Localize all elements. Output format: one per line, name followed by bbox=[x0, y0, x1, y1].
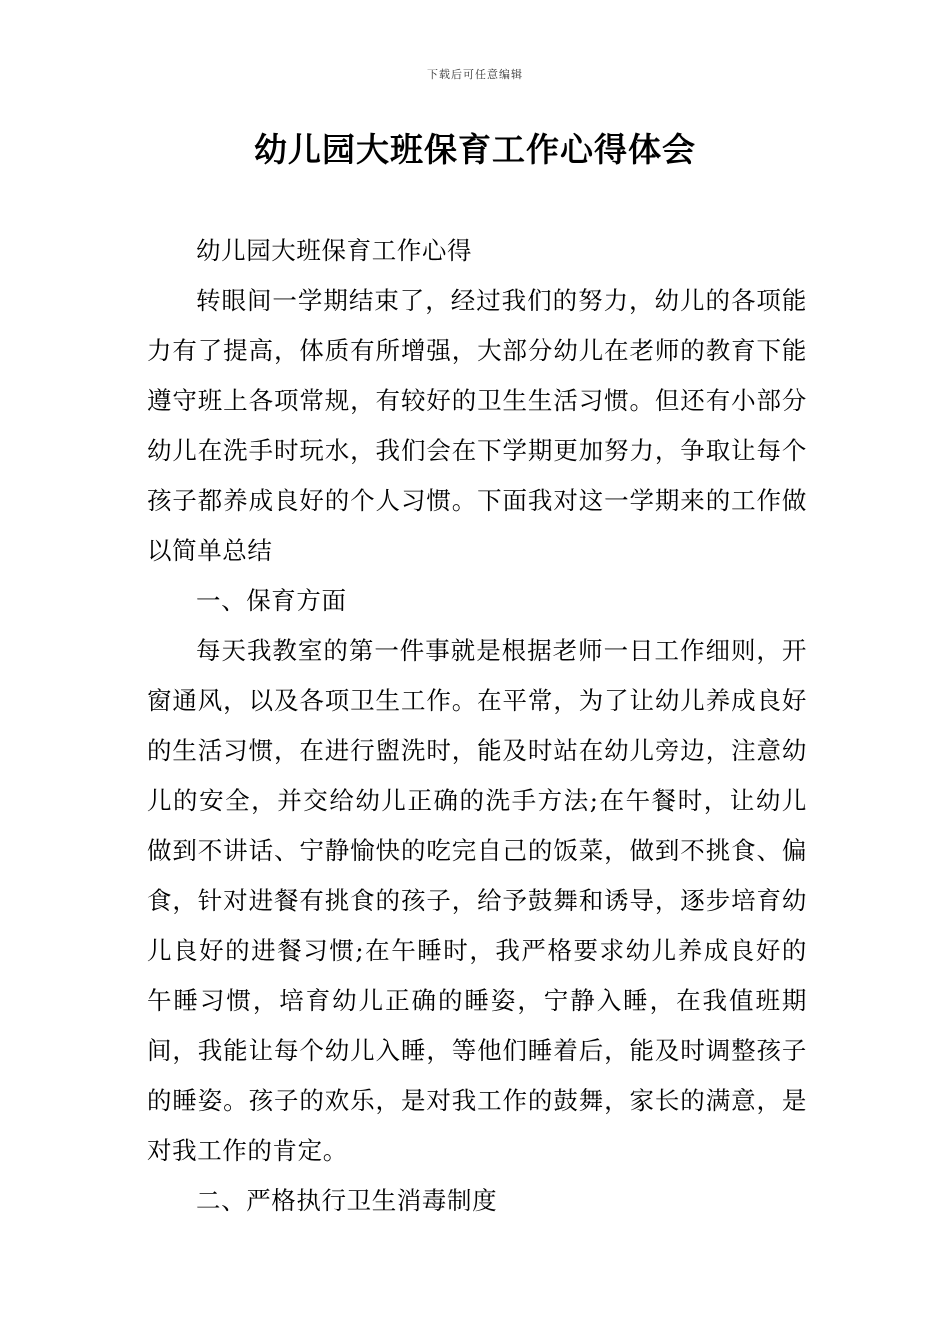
subtitle-paragraph: 幼儿园大班保育工作心得 bbox=[196, 236, 473, 265]
document-title: 幼儿园大班保育工作心得体会 bbox=[254, 130, 696, 169]
childcare-paragraph: 每天我教室的第一件事就是根据老师一日工作细则，开窗通风，以及各项卫生工作。在平常，为了让幼儿养成良好的生活习惯，在进行盥洗时，能及时站在幼儿旁边，注意幼儿的安全，并交给幼儿正确的洗手方法;在午餐时，让幼儿做到不讲话、宁静愉快的吃完自己的饭菜，做到不挑食、偏食，针对进餐有挑食的孩子，给予鼓舞和诱导，逐步培育幼儿良好的进餐习惯;在午睡时，我严格要求幼儿养成良好的午睡习惯，培育幼儿正确的睡姿，宁静入睡，在我值班期间，我能让每个幼儿入睡，等他们睡着后，能及时调整孩子的睡姿。孩子的欢乐，是对我工作的鼓舞，家长的满意，是对我工作的肯定。 bbox=[147, 636, 807, 1165]
section-heading-childcare: 一、保育方面 bbox=[196, 586, 347, 615]
section-heading-hygiene: 二、严格执行卫生消毒制度 bbox=[196, 1186, 498, 1215]
header-note: 下载后可任意编辑 bbox=[427, 68, 523, 81]
document-body bbox=[147, 226, 807, 1226]
intro-paragraph: 转眼间一学期结束了，经过我们的努力，幼儿的各项能力有了提高，体质有所增强，大部分幼儿在老师的教育下能遵守班上各项常规，有较好的卫生生活习惯。但还有小部分幼儿在洗手时玩水，我们会在下学期更加努力，争取让每个孩子都养成良好的个人习惯。下面我对这一学期来的工作做以简单总结 bbox=[147, 286, 807, 565]
